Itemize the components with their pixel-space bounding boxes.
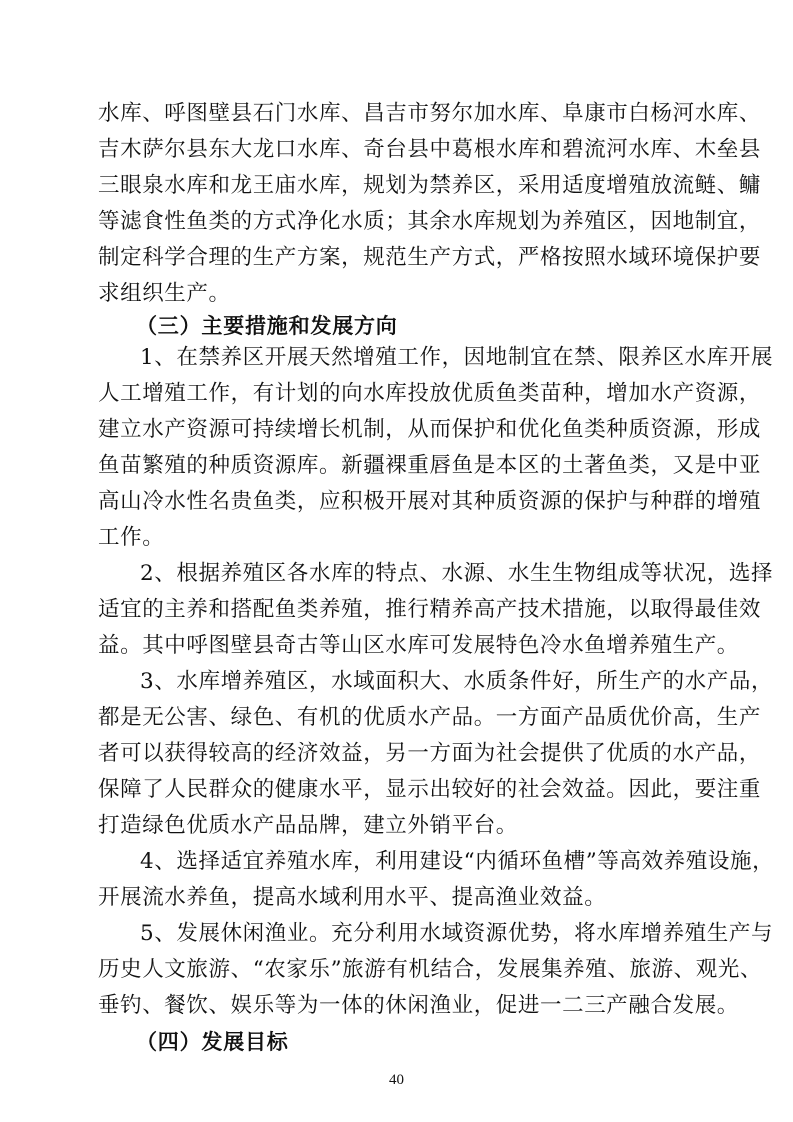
page-number: 40: [389, 1072, 404, 1088]
body-text-line: 都是无公害、绿色、有机的优质水产品。一方面产品质优价高，生产: [98, 705, 762, 730]
body-text-line: 3、水库增养殖区，水域面积大、水质条件好，所生产的水产品，: [140, 669, 774, 694]
body-text-line: 高山冷水性名贵鱼类，应积极开展对其种质资源的保护与种群的增殖: [98, 489, 762, 514]
body-text-line: 三眼泉水库和龙王庙水库，规划为禁养区，采用适度增殖放流鲢、鳙: [98, 173, 762, 198]
body-text-line: 等滤食性鱼类的方式净化水质；其余水库规划为养殖区，因地制宜，: [98, 209, 762, 234]
body-text-line: 制定科学合理的生产方案，规范生产方式，严格按照水域环境保护要: [98, 245, 762, 270]
section-heading-measures: （三）主要措施和发展方向: [136, 314, 398, 338]
body-text-line: 建立水产资源可持续增长机制，从而保护和优化鱼类种质资源，形成: [98, 417, 762, 442]
body-text-line: 水库、呼图壁县石门水库、昌吉市努尔加水库、阜康市白杨河水库、: [98, 101, 762, 126]
body-text-line: 益。其中呼图壁县奇古等山区水库可发展特色冷水鱼增养殖生产。: [98, 633, 739, 658]
body-text-line: 人工增殖工作，有计划的向水库投放优质鱼类苗种，增加水产资源，: [98, 381, 762, 406]
body-text-line: 鱼苗繁殖的种质资源库。新疆裸重唇鱼是本区的土著鱼类，又是中亚: [98, 453, 762, 478]
section-heading-goals: （四）发展目标: [136, 1030, 289, 1054]
body-text-line: 保障了人民群众的健康水平，显示出较好的社会效益。因此，要注重: [98, 777, 762, 802]
body-text-line: 1、在禁养区开展天然增殖工作，因地制宜在禁、限养区水库开展: [140, 345, 774, 370]
body-text-line: 历史人文旅游、“农家乐”旅游有机结合，发展集养殖、旅游、观光、: [98, 957, 763, 982]
body-text-line: 适宜的主养和搭配鱼类养殖，推行精养高产技术措施，以取得最佳效: [98, 597, 762, 622]
body-text-line: 垂钓、餐饮、娱乐等为一体的休闲渔业，促进一二三产融合发展。: [98, 993, 739, 1018]
body-text-line: 求组织生产。: [98, 281, 231, 306]
body-text-line: 4、选择适宜养殖水库，利用建设“内循环鱼槽”等高效养殖设施，: [140, 849, 775, 874]
body-text-line: 开展流水养鱼，提高水域利用水平、提高渔业效益。: [98, 885, 607, 910]
body-text-line: 2、根据养殖区各水库的特点、水源、水生生物组成等状况，选择: [140, 561, 774, 586]
body-text-line: 打造绿色优质水产品品牌，建立外销平台。: [98, 813, 518, 838]
body-text-line: 吉木萨尔县东大龙口水库、奇台县中葛根水库和碧流河水库、木垒县: [98, 137, 762, 162]
body-text-line: 5、发展休闲渔业。充分利用水域资源优势，将水库增养殖生产与: [140, 921, 774, 946]
body-text-line: 者可以获得较高的经济效益，另一方面为社会提供了优质的水产品，: [98, 741, 762, 766]
body-text-line: 工作。: [98, 525, 165, 550]
